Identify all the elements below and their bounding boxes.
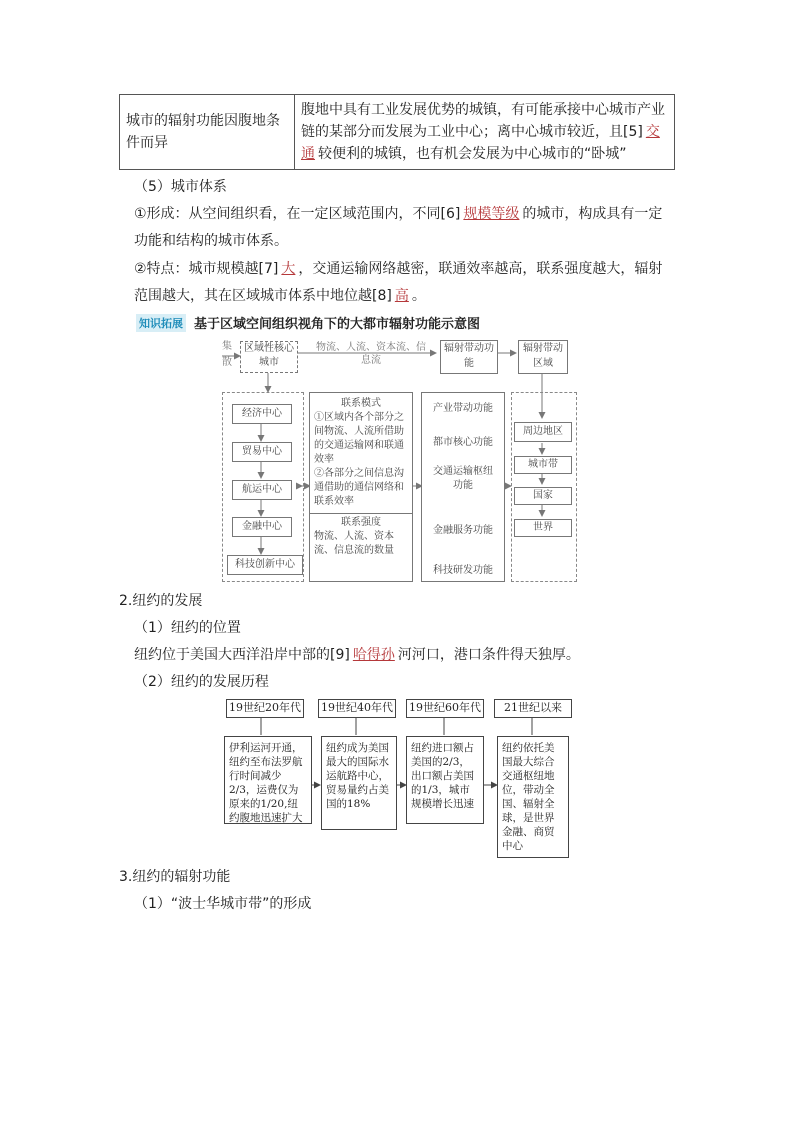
scatter-label: 散 bbox=[222, 357, 232, 368]
function-core: 都市核心功能 bbox=[433, 437, 493, 448]
s5-p2-text-b: ，交通运输网络越密，联通效率越高，联系强度越大，辐射 bbox=[298, 261, 663, 277]
section-2-title: 2.纽约的发展 bbox=[119, 593, 203, 609]
table-right-text-a: 腹地中具有工业发展优势的城镇，有可能承接中心城市产业链的某部分而发展为工业中心；离中心城市较近，且[5] bbox=[301, 102, 665, 140]
mode-1: ①区域内各个部分之间物流、人流所借助的交通运输网和联通效率 bbox=[314, 412, 404, 465]
center-finance: 金融中心 bbox=[232, 517, 292, 537]
function-industry: 产业带动功能 bbox=[433, 403, 493, 414]
s2-sub2: （2）纽约的发展历程 bbox=[134, 674, 269, 690]
mode-title: 联系模式 bbox=[341, 398, 381, 409]
region-world: 世界 bbox=[514, 519, 572, 537]
center-tech: 科技创新中心 bbox=[227, 555, 303, 575]
diagram-title: 基于区域空间组织视角下的大都市辐射功能示意图 bbox=[194, 317, 481, 332]
table-right-text-b: 较便利的城镇，也有机会发展为中心城市的“卧城” bbox=[318, 146, 627, 162]
strength-title: 联系强度 bbox=[341, 517, 381, 528]
function-finance: 金融服务功能 bbox=[433, 525, 493, 536]
s2-p1-text-a: 纽约位于美国大西洋沿岸中部的[9] bbox=[134, 647, 350, 663]
s5-p1-text-b: 的城市，构成具有一定 bbox=[522, 206, 663, 222]
function-transport: 交通运输枢纽功能 bbox=[433, 466, 493, 491]
era-1820s: 19世纪20年代 bbox=[226, 699, 304, 718]
era-1840s: 19世纪40年代 bbox=[318, 699, 396, 718]
era-1860s: 19世纪60年代 bbox=[406, 699, 484, 718]
function-tech: 科技研发功能 bbox=[433, 565, 493, 576]
region-country: 国家 bbox=[514, 487, 572, 505]
answer-6: 规模等级 bbox=[463, 206, 520, 222]
center-economic: 经济中心 bbox=[232, 404, 292, 424]
s5-p2-text-d: 。 bbox=[411, 288, 426, 304]
center-shipping: 航运中心 bbox=[232, 480, 292, 500]
center-trade: 贸易中心 bbox=[232, 442, 292, 462]
event-21st-century: 纽约依托美国最大综合交通枢纽地位，带动全国、辐射全球，是世界金融、商贸中心 bbox=[497, 736, 569, 858]
flows-label: 物流、人流、资本流、信息流 bbox=[316, 342, 426, 366]
era-21st-century: 21世纪以来 bbox=[494, 699, 572, 718]
section-5-title: （5）城市体系 bbox=[134, 179, 227, 195]
s2-sub1: （1）纽约的位置 bbox=[134, 620, 241, 636]
drive-function-box: 辐射带动功能 bbox=[440, 340, 498, 374]
s5-p1-text-a: ①形成：从空间组织看，在一定区域范围内，不同[6] bbox=[134, 206, 461, 222]
event-1860s: 纽约进口额占美国的2/3，出口额占美国的1/3，城市规模增长迅速 bbox=[406, 736, 484, 824]
event-1840s: 纽约成为美国最大的国际水运航路中心，贸易量约占美国的18% bbox=[321, 736, 397, 830]
gather-label: 集 bbox=[222, 341, 232, 352]
answer-9: 哈得孙 bbox=[352, 647, 395, 663]
region-surrounding: 周边地区 bbox=[514, 422, 572, 442]
s5-p1-line2: 功能和结构的城市体系。 bbox=[134, 233, 288, 249]
answer-7: 大 bbox=[281, 261, 296, 277]
answer-8: 高 bbox=[394, 288, 409, 304]
s5-p2-text-a: ②特点：城市规模越[7] bbox=[134, 261, 279, 277]
section-3-title: 3.纽约的辐射功能 bbox=[119, 869, 231, 885]
s2-p1-text-b: 河河口，港口条件得天独厚。 bbox=[397, 647, 580, 663]
strength-body: 物流、人流、资本流、信息流的数量 bbox=[314, 531, 394, 556]
s5-p2-text-c: 范围越大，其在区域城市体系中地位越[8] bbox=[134, 288, 392, 304]
knowledge-tag: 知识拓展 bbox=[136, 314, 186, 332]
event-1820s: 伊利运河开通，纽约至布法罗航行时间减少2/3，运费仅为原来的1/20,纽约腹地迅速扩大 bbox=[224, 736, 312, 824]
core-city-box: 区域性核心城市 bbox=[240, 341, 298, 373]
drive-area-box: 辐射带动区域 bbox=[518, 340, 568, 374]
s3-sub1: （1）“波士华城市带”的形成 bbox=[134, 896, 312, 912]
answer-5: 交通 bbox=[301, 124, 660, 162]
region-city-belt: 城市带 bbox=[514, 456, 572, 474]
mode-2: ②各部分之间信息沟通借助的通信网络和联系效率 bbox=[314, 468, 404, 507]
table-left-cell: 城市的辐射功能因腹地条件而异 bbox=[120, 95, 295, 170]
